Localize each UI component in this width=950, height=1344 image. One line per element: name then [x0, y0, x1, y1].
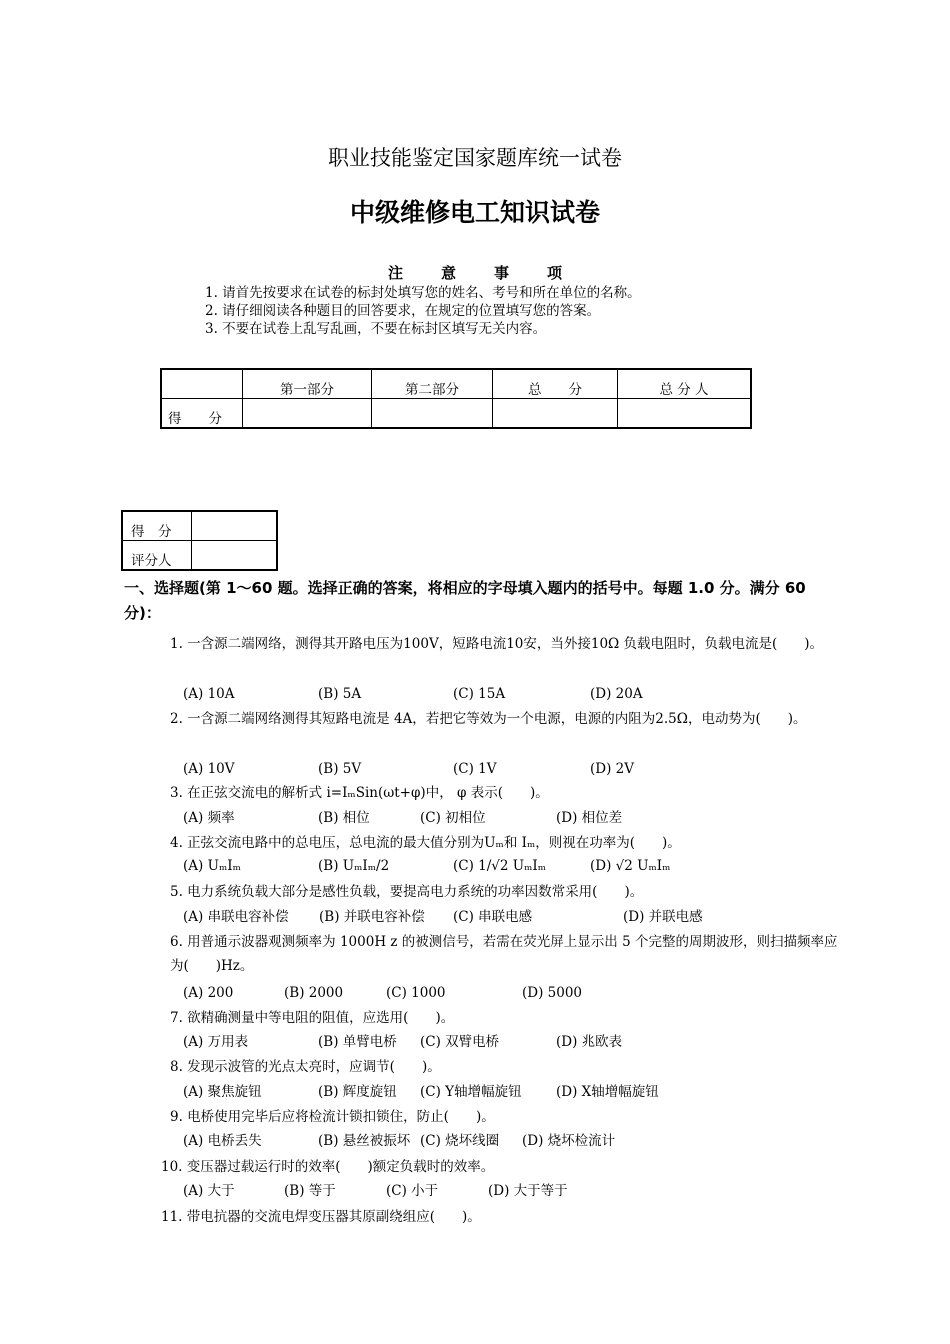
score-cell-scorer[interactable]: [618, 399, 752, 429]
question-10-text: 10. 变压器过载运行时的效率( )额定负载时的效率。: [161, 1159, 495, 1175]
question-7-text: 7. 欲精确测量中等电阻的阻值，应选用( )。: [170, 1010, 455, 1026]
score-cell-part1[interactable]: [243, 399, 372, 429]
question-1-option-D: (D) 20A: [590, 686, 643, 702]
score-table: [160, 368, 752, 429]
exam-title: 中级维修电工知识试卷: [349, 198, 600, 227]
section-score-table: [121, 510, 278, 571]
question-9-option-B: (B) 悬丝被振坏: [318, 1133, 411, 1149]
notice-heading: 注意事项: [387, 264, 600, 282]
question-4-option-C: (C) 1/√2 UₘIₘ: [453, 858, 547, 874]
question-10-option-C: (C) 小于: [386, 1183, 439, 1199]
question-7-option-D: (D) 兆欧表: [556, 1034, 623, 1050]
question-3-option-B: (B) 相位: [318, 810, 370, 826]
question-5-option-B: (B) 并联电容补偿: [319, 909, 425, 925]
question-1-text: 1. 一含源二端网络，测得其开路电压为100V，短路电流10安，当外接10Ω 负载电阻时，负载电流是( )。: [170, 636, 824, 652]
question-8-option-C: (C) Y轴增幅旋钮: [420, 1084, 522, 1100]
notice-item-1: 1. 请首先按要求在试卷的标封处填写您的姓名、考号和所在单位的名称。: [205, 285, 641, 301]
section-1-heading: 一、选择题(第 1～60 题。选择正确的答案，将相应的字母填入题内的括号中。每题 1.0 分。满分 60 分)：: [124, 579, 806, 622]
score-table-header-blank: [161, 369, 243, 399]
question-5-text: 5. 电力系统负载大部分是感性负载，要提高电力系统的功率因数常采用( )。: [170, 884, 644, 900]
section-score-cell[interactable]: [192, 511, 278, 541]
question-5-option-C: (C) 串联电感: [453, 909, 533, 925]
question-3-text: 3. 在正弦交流电的解析式 i=IₘSin(ωt+φ)中， φ 表示( )。: [170, 785, 549, 801]
score-table-header-part1: 第一部分: [243, 369, 372, 399]
question-6-option-D: (D) 5000: [522, 985, 583, 1001]
question-10-option-B: (B) 等于: [284, 1183, 336, 1199]
question-9-option-D: (D) 烧坏检流计: [522, 1133, 616, 1149]
section-grader-cell[interactable]: [192, 541, 278, 571]
exam-series-title: 职业技能鉴定国家题库统一试卷: [328, 146, 622, 170]
question-3-option-D: (D) 相位差: [556, 810, 623, 826]
score-cell-total[interactable]: [493, 399, 618, 429]
question-8-text: 8. 发现示波管的光点太亮时，应调节( )。: [170, 1059, 441, 1075]
question-3-option-C: (C) 初相位: [420, 810, 486, 826]
question-4-option-D: (D) √2 UₘIₘ: [590, 858, 671, 874]
question-1-option-B: (B) 5A: [318, 686, 362, 702]
score-table-header-row: [161, 369, 751, 399]
question-8-option-A: (A) 聚焦旋钮: [183, 1084, 262, 1100]
question-2-option-B: (B) 5V: [318, 761, 362, 777]
score-table-row-label: 得 分: [161, 399, 243, 429]
question-1-option-C: (C) 15A: [453, 686, 506, 702]
score-cell-part2[interactable]: [372, 399, 493, 429]
question-7-option-B: (B) 单臂电桥: [318, 1034, 397, 1050]
question-7-option-C: (C) 双臂电桥: [420, 1034, 500, 1050]
question-10-option-D: (D) 大于等于: [488, 1183, 568, 1199]
question-5-option-A: (A) 串联电容补偿: [183, 909, 289, 925]
question-6-option-A: (A) 200: [183, 985, 234, 1001]
question-6-option-B: (B) 2000: [284, 985, 344, 1001]
question-2-option-D: (D) 2V: [590, 761, 634, 777]
question-7-option-A: (A) 万用表: [183, 1034, 249, 1050]
question-4-text: 4. 正弦交流电路中的总电压，总电流的最大值分别为Uₘ和 Iₘ，则视在功率为( )。: [170, 835, 681, 851]
score-table-score-row: [161, 399, 751, 429]
question-10-option-A: (A) 大于: [183, 1183, 235, 1199]
question-5-option-D: (D) 并联电感: [623, 909, 703, 925]
question-9-option-A: (A) 电桥丢失: [183, 1133, 262, 1149]
score-table-header-scorer: 总 分 人: [618, 369, 752, 399]
notice-item-2: 2. 请仔细阅读各种题目的回答要求，在规定的位置填写您的答案。: [205, 303, 601, 319]
section-grader-label: 评分人: [122, 541, 192, 571]
score-table-header-total: 总 分: [493, 369, 618, 399]
question-2-option-C: (C) 1V: [453, 761, 497, 777]
question-9-text: 9. 电桥使用完毕后应将检流计锁扣锁住，防止( )。: [170, 1109, 495, 1125]
notice-item-3: 3. 不要在试卷上乱写乱画，不要在标封区填写无关内容。: [205, 321, 547, 337]
score-table-header-part2: 第二部分: [372, 369, 493, 399]
question-9-option-C: (C) 烧坏线圈: [420, 1133, 500, 1149]
question-8-option-D: (D) X轴增幅旋钮: [556, 1084, 659, 1100]
question-2-text: 2. 一含源二端网络测得其短路电流是 4A，若把它等效为一个电源，电源的内阻为2.5Ω，电动势为( )。: [170, 711, 807, 727]
question-4-option-B: (B) UₘIₘ/2: [318, 858, 390, 874]
question-4-option-A: (A) UₘIₘ: [183, 858, 241, 874]
question-3-option-A: (A) 频率: [183, 810, 235, 826]
question-6-option-C: (C) 1000: [386, 985, 446, 1001]
question-1-option-A: (A) 10A: [183, 686, 235, 702]
question-2-option-A: (A) 10V: [183, 761, 235, 777]
question-8-option-B: (B) 辉度旋钮: [318, 1084, 397, 1100]
section-score-label: 得 分: [122, 511, 192, 541]
question-6-text: 6. 用普通示波器观测频率为 1000H z 的被测信号，若需在荧光屏上显示出 5 个完整的周期波形，则扫描频率应为( )Hz。: [170, 934, 838, 974]
question-11-text: 11. 带电抗器的交流电焊变压器其原副绕组应( )。: [161, 1209, 481, 1225]
